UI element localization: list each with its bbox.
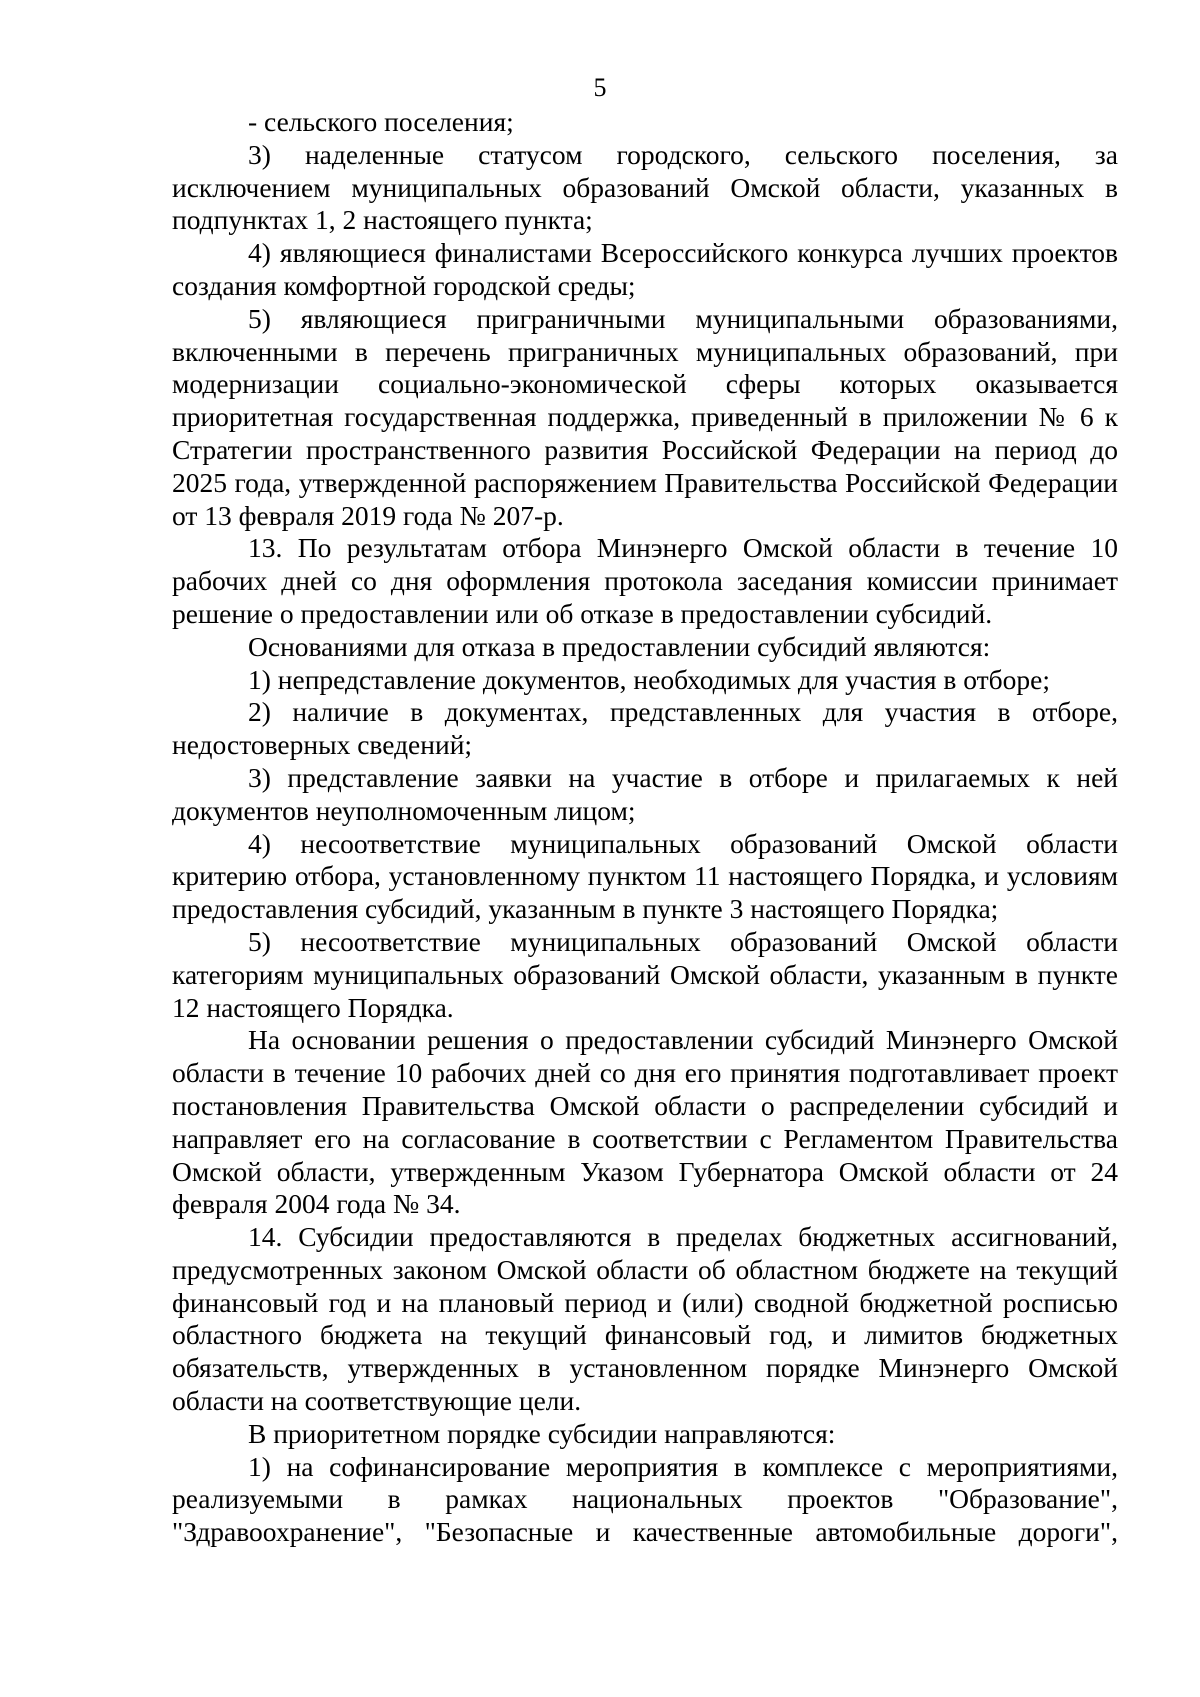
paragraph-priority-1: 1) на софинансирование мероприятия в комплексе с мероприятиями, реализуемыми в рамках национальных проектов "Образование", "Здравоохранение", "Безопасные и качественные автомобильные дороги", (172, 1450, 1118, 1548)
paragraph-item-4-finalists: 4) являющиеся финалистами Всероссийского конкурса лучших проектов создания комфортной городской среды; (172, 237, 1118, 301)
paragraph-item-5-border-municipalities: 5) являющиеся приграничными муниципальными образованиями, включенными в перечень приграничных муниципальных образований, при модернизации социально-экономической сферы которых оказывается приоритетная государственная поддержка, приведенный в приложении № 6 к Стратегии пространственного развития Российской Федерации на период до 2025 года, утвержденной распоряжением Правительства Российской Федерации от 13 февраля 2019 года № 207-р. (172, 302, 1118, 531)
paragraph-refusal-3: 3) представление заявки на участие в отборе и прилагаемых к ней документов неуполномоченным лицом; (172, 761, 1118, 826)
paragraph-priority-intro: В приоритетном порядке субсидии направляются: (248, 1417, 836, 1449)
paragraph-item-3-city-rural-status: 3) наделенные статусом городского, сельского поселения, за исключением муниципальных образований Омской области, указанных в подпунктах 1, 2 настоящего пункта; (172, 138, 1118, 236)
document-body (172, 106, 1118, 1549)
paragraph-rural-settlement: - сельского поселения; (248, 106, 514, 137)
paragraph-decision-basis: На основании решения о предоставлении субсидий Минэнерго Омской области в течение 10 рабочих дней со дня его принятия подготавливает проект постановления Правительства Омской области о распределении субсидий и направляет его на согласование в соответствии с Регламентом Правительства Омской области, утвержденным Указом Губернатора Омской области от 24 февраля 2004 года № 34. (172, 1024, 1118, 1220)
paragraph-section-13: 13. По результатам отбора Минэнерго Омской области в течение 10 рабочих дней со дня оформления протокола заседания комиссии принимает решение о предоставлении или об отказе в предоставлении субсидий. (172, 532, 1118, 629)
paragraph-refusal-4: 4) несоответствие муниципальных образований Омской области критерию отбора, установленному пунктом 11 настоящего Порядка, и условиям предоставления субсидий, указанным в пункте 3 настоящего Порядка; (172, 827, 1118, 925)
paragraph-refusal-1: 1) непредставление документов, необходимых для участия в отборе; (248, 663, 1050, 695)
paragraph-refusal-grounds-intro: Основаниями для отказа в предоставлении субсидий являются: (248, 630, 991, 662)
paragraph-refusal-5: 5) несоответствие муниципальных образований Омской области категориям муниципальных образований Омской области, указанным в пункте 12 настоящего Порядка. (172, 925, 1118, 1023)
paragraph-section-14: 14. Субсидии предоставляются в пределах бюджетных ассигнований, предусмотренных законом Омской области об областном бюджете на текущий финансовый год и на плановый период и (или) сводной бюджетной росписью областного бюджета на текущий финансовый год, и лимитов бюджетных обязательств, утвержденных в установленном порядке Минэнерго Омской области на соответствующие цели. (172, 1221, 1118, 1417)
paragraph-refusal-2: 2) наличие в документах, представленных для участия в отборе, недостоверных сведений; (172, 696, 1118, 761)
page-number: 5 (593, 73, 607, 102)
